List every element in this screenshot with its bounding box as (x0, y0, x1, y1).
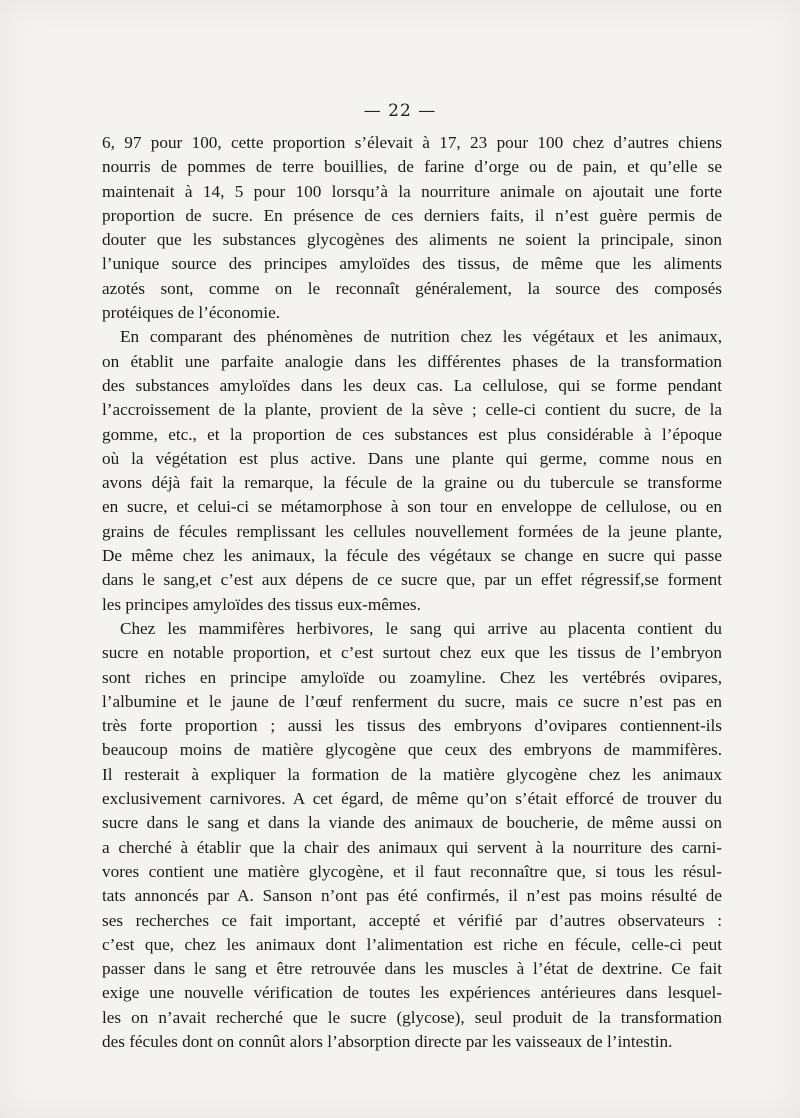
text-line: beaucoup moins de matière glycogène que ceux des embryons de mammifères. (102, 740, 722, 760)
text-line: proportion de sucre. En présence de ces derniers faits, il n’est guère permis de (102, 205, 722, 225)
text-line: tats annoncés par A. Sanson n’ont pas été confirmés, il n’est pas moins résulté de (102, 886, 722, 906)
text-line: l’accroissement de la plante, provient de la sève ; celle-ci contient du sucre, de la (102, 400, 722, 420)
text-line: exige une nouvelle vérification de toutes les expériences antérieures dans lesquel- (102, 983, 722, 1003)
text-line: les principes amyloïdes des tissus eux-mêmes. (102, 594, 421, 614)
text-line: passer dans le sang et être retrouvée dans les muscles à l’état de dextrine. Ce fait (102, 959, 722, 979)
text-line: vores contient une matière glycogène, et il faut reconnaître que, si tous les résul- (102, 861, 722, 881)
page-number: — 22 — (363, 101, 437, 121)
text-line: sucre dans le sang et dans la viande des animaux de boucherie, de même aussi on (102, 813, 722, 833)
text-line: En comparant des phénomènes de nutrition chez les végétaux et les animaux, (120, 327, 722, 347)
text-line: ses recherches ce fait important, accepté et vérifié par d’autres observateurs : (102, 910, 722, 930)
text-line: avons déjà fait la remarque, la fécule de la graine ou du tubercule se transforme (102, 473, 722, 493)
text-line: en sucre, et celui-ci se métamorphose à son tour en enveloppe de cellulose, ou en (102, 497, 722, 517)
text-line: gomme, etc., et la proportion de ces substances est plus considérable à l’époque (102, 424, 722, 444)
text-line: dans le sang,et c’est aux dépens de ce sucre que, par un effet régressif,se forment (102, 570, 722, 590)
text-line: exclusivement carnivores. A cet égard, de même qu’on s’était efforcé de trouver du (102, 789, 722, 809)
text-line: Chez les mammifères herbivores, le sang qui arrive au placenta contient du (120, 618, 722, 638)
text-line: où la végétation est plus active. Dans une plante qui germe, comme nous en (102, 448, 722, 468)
text-line: grains de fécules remplissant les cellules nouvellement formées de la jeune plante, (102, 521, 722, 541)
text-line: on établit une parfaite analogie dans les différentes phases de la transformation (102, 351, 722, 371)
text-line: 6, 97 pour 100, cette proportion s’élevait à 17, 23 pour 100 chez d’autres chiens (102, 133, 722, 152)
text-line: a cherché à établir que la chair des animaux qui servent à la nourriture des carni- (102, 837, 722, 857)
text-line: nourris de pommes de terre bouillies, de farine d’orge ou de pain, et qu’elle se (102, 157, 722, 177)
text-line: l’unique source des principes amyloïdes des tissus, de même que les aliments (102, 254, 722, 274)
paragraph (102, 325, 722, 617)
paragraph (102, 131, 722, 325)
text-line: De même chez les animaux, la fécule des végétaux se change en sucre qui passe (102, 546, 722, 566)
text-line: c’est que, chez les animaux dont l’alimentation est riche en fécule, celle-ci peut (102, 934, 722, 954)
body-text (102, 131, 722, 1054)
text-line: sucre en notable proportion, et c’est surtout chez eux que les tissus de l’embryon (102, 643, 722, 663)
text-line: l’albumine et le jaune de l’œuf renferment du sucre, mais ce sucre n’est pas en (102, 691, 722, 711)
text-line: des substances amyloïdes dans les deux cas. La cellulose, qui se forme pendant (102, 375, 722, 395)
text-line: douter que les substances glycogènes des aliments ne soient la principale, sinon (102, 230, 722, 250)
text-line: très forte proportion ; aussi les tissus des embryons d’ovipares contiennent-ils (102, 716, 722, 736)
paragraph (102, 617, 722, 1054)
text-line: les on n’avait recherché que le sucre (glycose), seul produit de la transformation (102, 1007, 722, 1027)
text-line: azotés sont, comme on le reconnaît généralement, la source des composés (102, 278, 722, 298)
text-line: maintenait à 14, 5 pour 100 lorsqu’à la nourriture animale on ajoutait une forte (102, 181, 722, 201)
text-line: Il resterait à expliquer la formation de la matière glycogène chez les animaux (102, 764, 722, 784)
text-line: des fécules dont on connût alors l’absorption directe par les vaisseaux de l’intestin. (102, 1031, 673, 1051)
text-line: protéiques de l’économie. (102, 303, 281, 323)
text-line: sont riches en principe amyloïde ou zoamyline. Chez les vertébrés ovipares, (102, 667, 722, 687)
